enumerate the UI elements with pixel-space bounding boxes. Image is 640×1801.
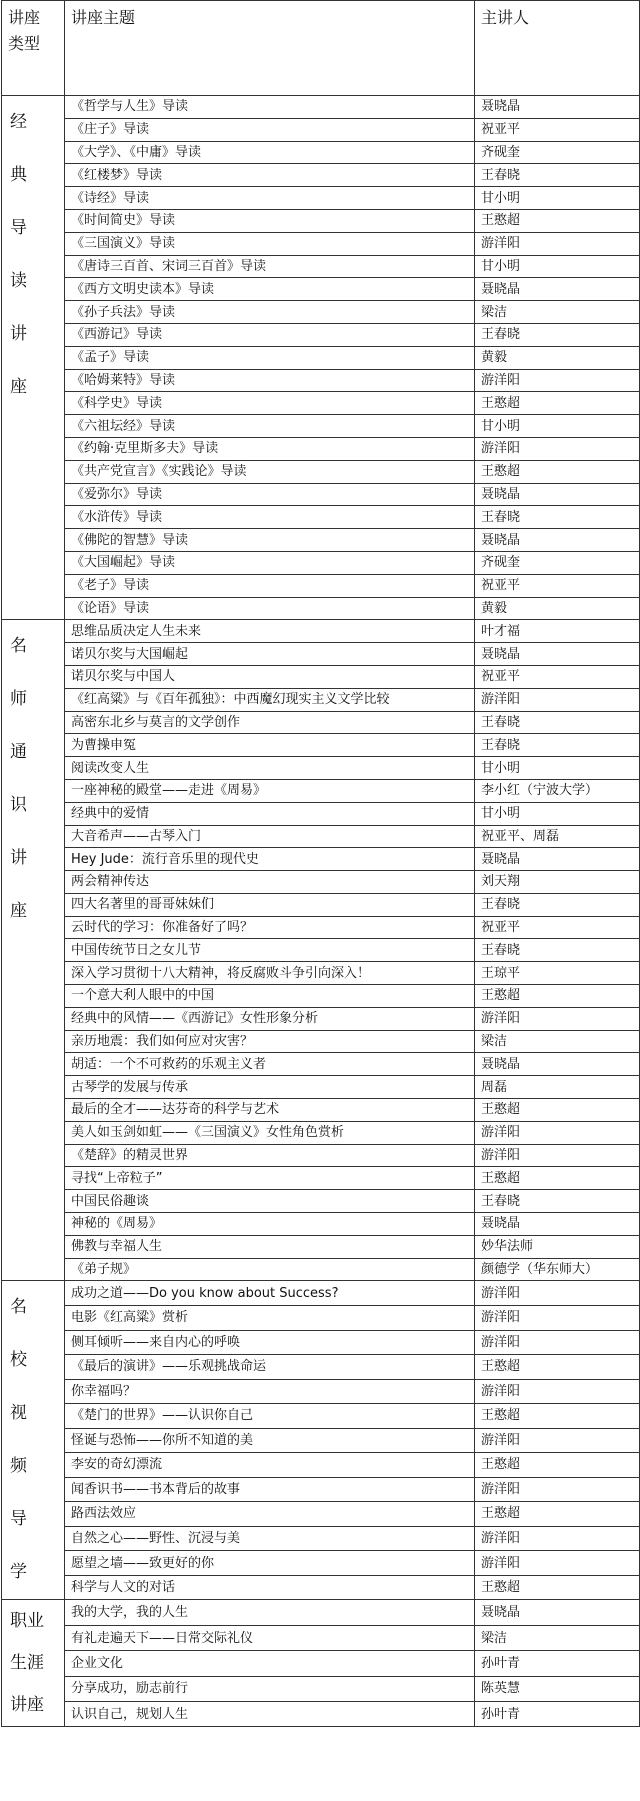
table-row [2, 415, 640, 438]
topic-cell: 自然之心——野性、沉浸与美 [65, 1526, 475, 1551]
table-row [2, 392, 640, 415]
table-row [2, 893, 640, 916]
table-row [2, 460, 640, 483]
topic-cell: 怪诞与恐怖——你所不知道的美 [65, 1428, 475, 1453]
lecture-table [1, 0, 640, 1727]
header-speaker: 主讲人 [475, 1, 640, 96]
table-row [2, 1258, 640, 1281]
table-row [2, 1600, 640, 1625]
topic-cell: 《大国崛起》导读 [65, 551, 475, 574]
speaker-cell: 王憨超 [475, 460, 640, 483]
speaker-cell: 齐砚奎 [475, 551, 640, 574]
speaker-cell: 游洋阳 [475, 1551, 640, 1576]
topic-cell: 路西法效应 [65, 1502, 475, 1527]
topic-cell: 思维品质决定人生未来 [65, 620, 475, 643]
speaker-cell: 陈英慧 [475, 1676, 640, 1701]
topic-cell: 两会精神传达 [65, 871, 475, 894]
topic-cell: 《六祖坛经》导读 [65, 415, 475, 438]
topic-cell: 《唐诗三百首、宋词三百首》导读 [65, 255, 475, 278]
speaker-cell: 聂晓晶 [475, 1600, 640, 1625]
table-row [2, 346, 640, 369]
table-row [2, 1305, 640, 1330]
table-row [2, 1099, 640, 1122]
topic-cell: 《诗经》导读 [65, 187, 475, 210]
table-row [2, 665, 640, 688]
table-row [2, 1121, 640, 1144]
topic-cell: 《楚门的世界》——认识你自己 [65, 1404, 475, 1429]
topic-cell: 《弟子规》 [65, 1258, 475, 1281]
topic-cell: 一座神秘的殿堂——走进《周易》 [65, 779, 475, 802]
table-row [2, 118, 640, 141]
topic-cell: 侧耳倾听——来自内心的呼唤 [65, 1330, 475, 1355]
table-row [2, 779, 640, 802]
category-cell: 名 校 视 频 导 学 [2, 1281, 65, 1600]
speaker-cell: 游洋阳 [475, 1121, 640, 1144]
speaker-cell: 聂晓晶 [475, 529, 640, 552]
speaker-cell: 梁洁 [475, 1030, 640, 1053]
table-row [2, 96, 640, 119]
topic-cell: 一个意大利人眼中的中国 [65, 985, 475, 1008]
table-row [2, 1404, 640, 1429]
table-row [2, 871, 640, 894]
speaker-cell: 王憨超 [475, 1453, 640, 1478]
topic-cell: 《孟子》导读 [65, 346, 475, 369]
table-row [2, 734, 640, 757]
speaker-cell: 颜德学（华东师大） [475, 1258, 640, 1281]
topic-cell: 愿望之墙——致更好的你 [65, 1551, 475, 1576]
table-row [2, 1053, 640, 1076]
speaker-cell: 甘小明 [475, 187, 640, 210]
speaker-cell: 王春晓 [475, 323, 640, 346]
speaker-cell: 王春晓 [475, 734, 640, 757]
table-row [2, 164, 640, 187]
speaker-cell: 游洋阳 [475, 1305, 640, 1330]
speaker-cell: 祝亚平 [475, 118, 640, 141]
speaker-cell: 王憨超 [475, 1575, 640, 1600]
table-row [2, 483, 640, 506]
table-row [2, 1030, 640, 1053]
table-row [2, 1213, 640, 1236]
topic-cell: 有礼走遍天下——日常交际礼仪 [65, 1625, 475, 1650]
topic-cell: 阅读改变人生 [65, 757, 475, 780]
speaker-cell: 游洋阳 [475, 1281, 640, 1306]
table-row [2, 506, 640, 529]
topic-cell: 你幸福吗？ [65, 1379, 475, 1404]
topic-cell: 《楚辞》的精灵世界 [65, 1144, 475, 1167]
table-row [2, 962, 640, 985]
topic-cell: 胡适：一个不可救药的乐观主义者 [65, 1053, 475, 1076]
topic-cell: 《最后的演讲》——乐观挑战命运 [65, 1355, 475, 1380]
topic-cell: 云时代的学习：你准备好了吗？ [65, 916, 475, 939]
table-row [2, 939, 640, 962]
table-row [2, 1551, 640, 1576]
table-row [2, 1477, 640, 1502]
speaker-cell: 刘天翔 [475, 871, 640, 894]
topic-cell: 大音希声——古琴入门 [65, 825, 475, 848]
speaker-cell: 聂晓晶 [475, 483, 640, 506]
speaker-cell: 聂晓晶 [475, 96, 640, 119]
topic-cell: 电影《红高粱》赏析 [65, 1305, 475, 1330]
topic-cell: 科学与人文的对话 [65, 1575, 475, 1600]
table-row [2, 1355, 640, 1380]
table-row [2, 551, 640, 574]
speaker-cell: 王春晓 [475, 1190, 640, 1213]
speaker-cell: 妙华法师 [475, 1235, 640, 1258]
topic-cell: Hey Jude：流行音乐里的现代史 [65, 848, 475, 871]
speaker-cell: 王憨超 [475, 1404, 640, 1429]
speaker-cell: 周磊 [475, 1076, 640, 1099]
category-cell: 名 师 通 识 讲 座 [2, 620, 65, 1281]
speaker-cell: 甘小明 [475, 415, 640, 438]
speaker-cell: 孙叶青 [475, 1651, 640, 1676]
table-row [2, 1167, 640, 1190]
topic-cell: 我的大学，我的人生 [65, 1600, 475, 1625]
table-row [2, 1575, 640, 1600]
speaker-cell: 游洋阳 [475, 1144, 640, 1167]
topic-cell: 为曹操申冤 [65, 734, 475, 757]
table-row [2, 848, 640, 871]
topic-cell: 认识自己，规划人生 [65, 1702, 475, 1727]
topic-cell: 最后的全才——达芬奇的科学与艺术 [65, 1099, 475, 1122]
table-row [2, 1428, 640, 1453]
speaker-cell: 游洋阳 [475, 232, 640, 255]
speaker-cell: 游洋阳 [475, 369, 640, 392]
topic-cell: 《孙子兵法》导读 [65, 301, 475, 324]
topic-cell: 《老子》导读 [65, 574, 475, 597]
topic-cell: 中国传统节日之女儿节 [65, 939, 475, 962]
topic-cell: 《三国演义》导读 [65, 232, 475, 255]
table-row [2, 985, 640, 1008]
topic-cell: 高密东北乡与莫言的文学创作 [65, 711, 475, 734]
table-row [2, 1651, 640, 1676]
topic-cell: 《佛陀的智慧》导读 [65, 529, 475, 552]
speaker-cell: 王春晓 [475, 939, 640, 962]
topic-cell: 成功之道——Do you know about Success? [65, 1281, 475, 1306]
speaker-cell: 王春晓 [475, 893, 640, 916]
table-row [2, 597, 640, 620]
table-row [2, 620, 640, 643]
speaker-cell: 黄毅 [475, 346, 640, 369]
table-row [2, 688, 640, 711]
category-cell: 职业 生涯 讲座 [2, 1600, 65, 1727]
table-row [2, 1676, 640, 1701]
speaker-cell: 聂晓晶 [475, 643, 640, 666]
table-row [2, 232, 640, 255]
topic-cell: 《共产党宣言》《实践论》导读 [65, 460, 475, 483]
speaker-cell: 甘小明 [475, 802, 640, 825]
speaker-cell: 王春晓 [475, 164, 640, 187]
table-row [2, 369, 640, 392]
table-row [2, 574, 640, 597]
speaker-cell: 王春晓 [475, 506, 640, 529]
speaker-cell: 孙叶青 [475, 1702, 640, 1727]
table-row [2, 278, 640, 301]
table-row [2, 187, 640, 210]
table-row [2, 1007, 640, 1030]
table-row [2, 1281, 640, 1306]
table-row [2, 916, 640, 939]
table-row [2, 1235, 640, 1258]
speaker-cell: 游洋阳 [475, 1379, 640, 1404]
table-row [2, 757, 640, 780]
speaker-cell: 祝亚平 [475, 916, 640, 939]
topic-cell: 闻香识书——书本背后的故事 [65, 1477, 475, 1502]
topic-cell: 《西方文明史读本》导读 [65, 278, 475, 301]
speaker-cell: 聂晓晶 [475, 278, 640, 301]
topic-cell: 《哈姆莱特》导读 [65, 369, 475, 392]
category-cell: 经 典 导 读 讲 座 [2, 96, 65, 620]
speaker-cell: 游洋阳 [475, 437, 640, 460]
speaker-cell: 祝亚平 [475, 574, 640, 597]
table-row [2, 825, 640, 848]
table-row [2, 1190, 640, 1213]
speaker-cell: 游洋阳 [475, 1007, 640, 1030]
topic-cell: 《西游记》导读 [65, 323, 475, 346]
table-row [2, 301, 640, 324]
table-row [2, 437, 640, 460]
topic-cell: 经典中的爱情 [65, 802, 475, 825]
topic-cell: 诺贝尔奖与中国人 [65, 665, 475, 688]
topic-cell: 《庄子》导读 [65, 118, 475, 141]
speaker-cell: 游洋阳 [475, 1526, 640, 1551]
table-row [2, 1144, 640, 1167]
table-row [2, 1526, 640, 1551]
topic-cell: 诺贝尔奖与大国崛起 [65, 643, 475, 666]
topic-cell: 四大名著里的哥哥妹妹们 [65, 893, 475, 916]
topic-cell: 寻找“上帝粒子” [65, 1167, 475, 1190]
table-row [2, 209, 640, 232]
topic-cell: 《时间简史》导读 [65, 209, 475, 232]
speaker-cell: 黄毅 [475, 597, 640, 620]
speaker-cell: 聂晓晶 [475, 1053, 640, 1076]
topic-cell: 《科学史》导读 [65, 392, 475, 415]
topic-cell: 神秘的《周易》 [65, 1213, 475, 1236]
topic-cell: 企业文化 [65, 1651, 475, 1676]
speaker-cell: 王春晓 [475, 711, 640, 734]
topic-cell: 《红高粱》与《百年孤独》：中西魔幻现实主义文学比较 [65, 688, 475, 711]
topic-cell: 《水浒传》导读 [65, 506, 475, 529]
speaker-cell: 齐砚奎 [475, 141, 640, 164]
speaker-cell: 叶才福 [475, 620, 640, 643]
topic-cell: 《论语》导读 [65, 597, 475, 620]
speaker-cell: 王琼平 [475, 962, 640, 985]
topic-cell: 佛教与幸福人生 [65, 1235, 475, 1258]
topic-cell: 《哲学与人生》导读 [65, 96, 475, 119]
topic-cell: 深入学习贯彻十八大精神，将反腐败斗争引向深入！ [65, 962, 475, 985]
table-row [2, 1076, 640, 1099]
table-row [2, 1502, 640, 1527]
speaker-cell: 祝亚平、周磊 [475, 825, 640, 848]
speaker-cell: 王憨超 [475, 209, 640, 232]
speaker-cell: 聂晓晶 [475, 848, 640, 871]
table-row [2, 141, 640, 164]
header-lecture-type: 讲座 类型 [2, 1, 65, 96]
topic-cell: 古琴学的发展与传承 [65, 1076, 475, 1099]
speaker-cell: 游洋阳 [475, 1428, 640, 1453]
speaker-cell: 王憨超 [475, 1099, 640, 1122]
speaker-cell: 王憨超 [475, 985, 640, 1008]
speaker-cell: 甘小明 [475, 757, 640, 780]
speaker-cell: 游洋阳 [475, 1330, 640, 1355]
topic-cell: 《约翰·克里斯多夫》导读 [65, 437, 475, 460]
table-row [2, 529, 640, 552]
speaker-cell: 李小红（宁波大学） [475, 779, 640, 802]
topic-cell: 《爱弥尔》导读 [65, 483, 475, 506]
topic-cell: 经典中的风情——《西游记》女性形象分析 [65, 1007, 475, 1030]
table-row [2, 1453, 640, 1478]
speaker-cell: 游洋阳 [475, 1477, 640, 1502]
speaker-cell: 祝亚平 [475, 665, 640, 688]
table-row [2, 1379, 640, 1404]
topic-cell: 美人如玉剑如虹——《三国演义》女性角色赏析 [65, 1121, 475, 1144]
speaker-cell: 游洋阳 [475, 688, 640, 711]
topic-cell: 中国民俗趣谈 [65, 1190, 475, 1213]
speaker-cell: 王憨超 [475, 1502, 640, 1527]
table-row [2, 323, 640, 346]
topic-cell: 《大学》、《中庸》导读 [65, 141, 475, 164]
table-row [2, 255, 640, 278]
table-row [2, 711, 640, 734]
header-lecture-topic: 讲座主题 [65, 1, 475, 96]
topic-cell: 《红楼梦》导读 [65, 164, 475, 187]
topic-cell: 分享成功，励志前行 [65, 1676, 475, 1701]
header-row [2, 1, 640, 96]
speaker-cell: 聂晓晶 [475, 1213, 640, 1236]
table-row [2, 1330, 640, 1355]
speaker-cell: 梁洁 [475, 301, 640, 324]
speaker-cell: 梁洁 [475, 1625, 640, 1650]
table-row [2, 1702, 640, 1727]
table-row [2, 643, 640, 666]
topic-cell: 李安的奇幻漂流 [65, 1453, 475, 1478]
speaker-cell: 甘小明 [475, 255, 640, 278]
speaker-cell: 王憨超 [475, 1167, 640, 1190]
speaker-cell: 王憨超 [475, 392, 640, 415]
speaker-cell: 王憨超 [475, 1355, 640, 1380]
table-row [2, 802, 640, 825]
table-row [2, 1625, 640, 1650]
topic-cell: 亲历地震：我们如何应对灾害？ [65, 1030, 475, 1053]
